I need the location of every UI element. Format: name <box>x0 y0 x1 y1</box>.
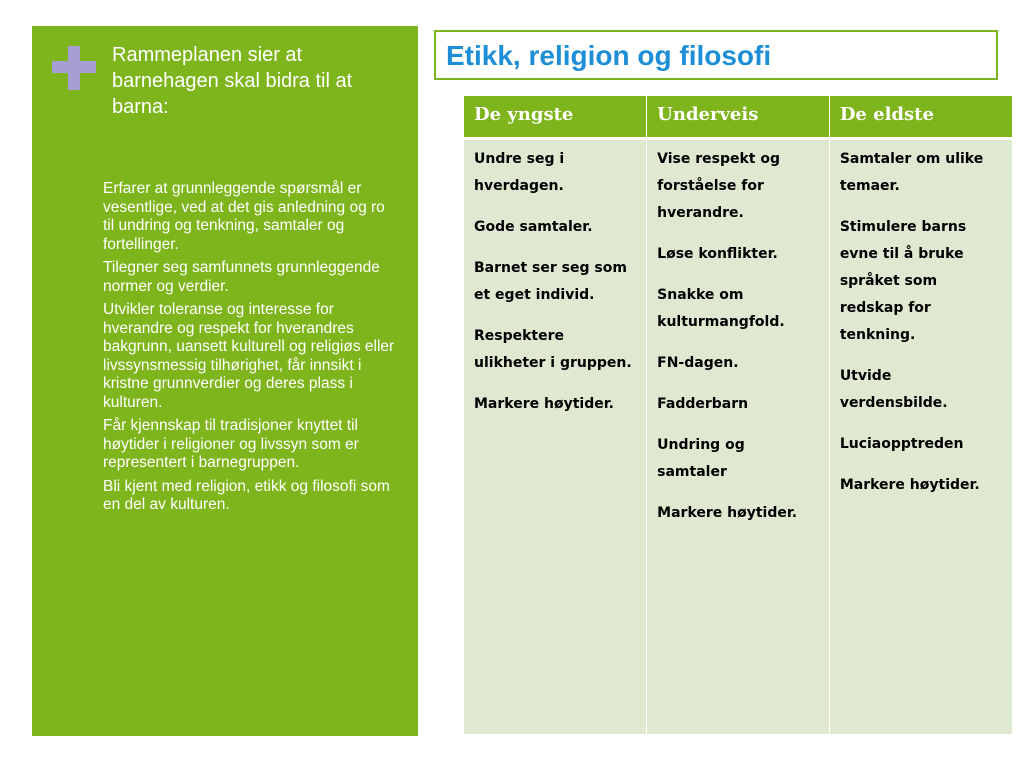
list-item: Barnet ser seg som et eget individ. <box>474 259 627 303</box>
list-item: Løse konflikter. <box>657 245 778 262</box>
column-cell-eldste <box>829 138 1012 734</box>
list-item: Undring og samtaler <box>657 436 745 480</box>
list-item: Snakke om kulturmangfold. <box>657 286 785 330</box>
bullet-list <box>103 180 399 520</box>
list-item: Samtaler om ulike temaer. <box>839 150 984 194</box>
list-item: Markere høytider. <box>657 504 798 521</box>
list-item: Vise respekt og forståelse for hverandre. <box>657 150 781 221</box>
column-cell-underveis <box>647 138 830 734</box>
page-title: Etikk, religion og filosofi <box>446 40 772 71</box>
list-item: Respektere ulikheter i gruppen. <box>474 327 632 371</box>
activity-table-wrap <box>464 96 1012 734</box>
bullet-item: Bli kjent med religion, etikk og filosofi som en del av kulturen. <box>103 477 390 513</box>
table-row <box>464 138 1012 734</box>
bullet-item: Utvikler toleranse og interesse for hverandre og respekt for hverandres bakgrunn, uansett kulturell og religiøs eller livssynsmessig tilhørighet, får innsikt i kristne grunnverdier og deres plass i kulturen. <box>103 301 395 411</box>
list-item: Markere høytider. <box>839 476 980 493</box>
column-header-eldste: De eldste <box>829 96 1012 138</box>
list-item: Fadderbarn <box>657 395 749 412</box>
list-item: Markere høytider. <box>474 395 614 412</box>
list-item: FN-dagen. <box>657 354 739 371</box>
left-panel <box>32 26 418 736</box>
list-item: Luciaopptreden <box>839 435 964 452</box>
title-box <box>434 30 998 80</box>
bullet-item: Får kjennskap til tradisjoner knyttet til høytider i religioner og livssyn som er representert i barnegruppen. <box>103 417 359 471</box>
bullet-item: Tilegner seg samfunnets grunnleggende normer og verdier. <box>103 259 380 295</box>
list-item: Stimulere barns evne til å bruke språket som redskap for tenkning. <box>839 218 967 343</box>
table-header-row <box>464 96 1012 138</box>
list-item: Undre seg i hverdagen. <box>474 150 565 194</box>
list-item: Utvide verdensbilde. <box>839 367 948 411</box>
activity-table <box>464 96 1012 734</box>
column-cell-yngste <box>464 138 647 734</box>
column-header-underveis: Underveis <box>647 96 830 138</box>
intro-text: Rammeplanen sier at barnehagen skal bidra til at barna: <box>112 44 353 118</box>
plus-icon <box>52 46 96 90</box>
bullet-item: Erfarer at grunnleggende spørsmål er vesentlige, ved at det gis anledning og ro til undring og tenkning, samtaler og fortellinger. <box>103 180 385 253</box>
list-item: Gode samtaler. <box>474 218 593 235</box>
column-header-yngste: De yngste <box>464 96 647 138</box>
